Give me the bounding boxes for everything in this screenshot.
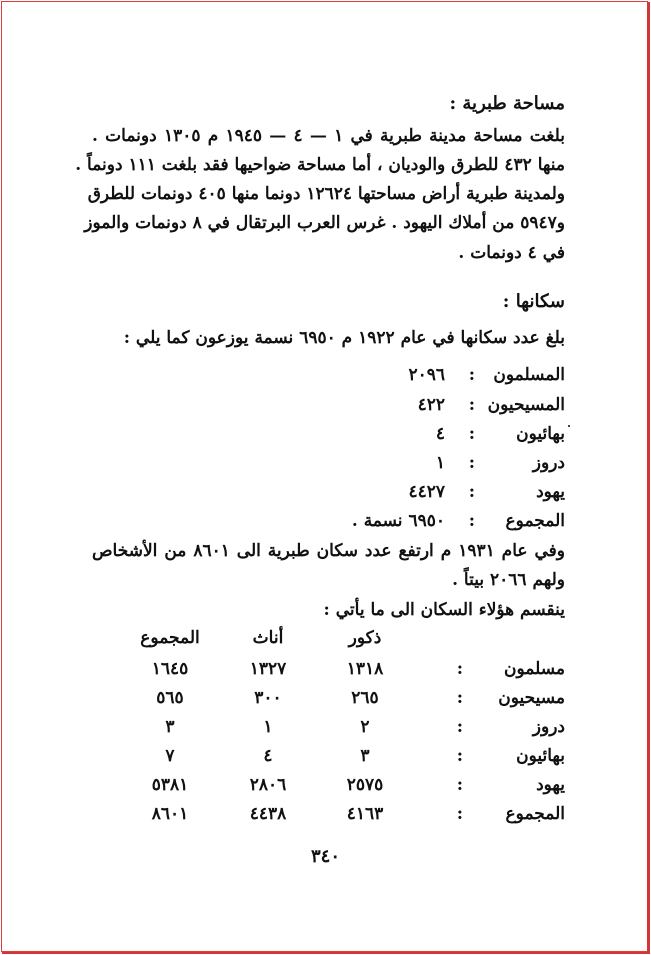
row-label: دروز bbox=[532, 717, 565, 737]
area-line-1: بلغت مساحة مدينة طبرية في ١ — ٤ — ١٩٤٥ م ١٣٠٥ دونمات . bbox=[92, 126, 565, 146]
para-1931-line-1: وفي عام ١٩٣١ م ارتفع عدد سكان طبرية الى ٨٦٠١ من الأشخاص bbox=[92, 541, 565, 561]
population-intro: بلغ عدد سكانها في عام ١٩٢٢ م ٦٩٥٠ نسمة يوزعون كما يلي : bbox=[123, 328, 565, 348]
cell-female: ٤٤٣٨ bbox=[249, 804, 287, 824]
list-value: ٤٢٢ bbox=[417, 395, 445, 415]
cell-female: ٣٠٠ bbox=[254, 688, 282, 708]
cell-total: ٧ bbox=[165, 746, 175, 766]
list-separator: : bbox=[468, 365, 475, 385]
table-row-total bbox=[90, 804, 565, 828]
para-1931-line-2: ولهم ٢٠٦٦ بيتاً . bbox=[452, 570, 565, 590]
cell-female: ١ bbox=[263, 717, 273, 737]
list-label: المجموع bbox=[505, 511, 565, 531]
cell-male: ٤١٦٣ bbox=[346, 804, 384, 824]
header-female: أناث bbox=[252, 628, 284, 648]
list-value: ١ bbox=[435, 453, 445, 473]
list-value: ٤ bbox=[435, 424, 445, 444]
list-label: بهائيون bbox=[516, 424, 565, 444]
header-total: المجموع bbox=[140, 628, 200, 648]
row-separator: : bbox=[456, 688, 463, 708]
table-header-row bbox=[90, 628, 565, 652]
row-label: مسيحيون bbox=[498, 688, 565, 708]
list-separator: : bbox=[468, 424, 475, 444]
table-row bbox=[90, 746, 565, 770]
list-value: ٦٩٥٠ نسمة . bbox=[351, 511, 445, 531]
list-label: المسيحيون bbox=[487, 395, 565, 415]
area-line-2: منها ٤٣٢ للطرق والوديان ، أما مساحة ضواحيها فقد بلغت ١١١ دونماً . bbox=[75, 155, 565, 175]
row-separator: : bbox=[456, 804, 463, 824]
row-label: بهائيون bbox=[516, 746, 565, 766]
cell-male: ١٣١٨ bbox=[346, 659, 384, 679]
row-separator: : bbox=[456, 659, 463, 679]
area-line-3: ولمدينة طبرية أراض مساحتها ١٢٦٢٤ دونما منها ٤٠٥ دونمات للطرق bbox=[87, 184, 565, 204]
row-separator: : bbox=[456, 717, 463, 737]
table-row bbox=[90, 659, 565, 683]
population-heading: سكانها : bbox=[502, 291, 565, 312]
cell-male: ٣ bbox=[360, 746, 370, 766]
list-label: دروز bbox=[532, 453, 565, 473]
table-row bbox=[90, 688, 565, 712]
area-line-5: في ٤ دونمات . bbox=[458, 243, 565, 263]
cell-total: ٥٣٨١ bbox=[151, 775, 189, 795]
row-separator: : bbox=[456, 746, 463, 766]
row-label: المجموع bbox=[505, 804, 565, 824]
list-value: ٤٤٢٧ bbox=[408, 482, 445, 502]
table-intro: ينقسم هؤلاء السكان الى ما يأتي : bbox=[323, 600, 565, 620]
row-label: يهود bbox=[536, 775, 565, 795]
table-row bbox=[90, 717, 565, 741]
area-line-4: و٥٩٤٧ من أملاك اليهود . غرس العرب البرتقال في ٨ دونمات والموز bbox=[84, 213, 565, 233]
list-separator: : bbox=[468, 453, 475, 473]
table-row bbox=[90, 775, 565, 799]
page-number: ٣٤٠ bbox=[310, 846, 340, 867]
scan-speck bbox=[568, 425, 570, 427]
cell-total: ٥٦٥ bbox=[156, 688, 184, 708]
list-label: المسلمون bbox=[493, 365, 565, 385]
list-label: يهود bbox=[536, 482, 565, 502]
list-separator: : bbox=[468, 511, 475, 531]
cell-total: ٣ bbox=[165, 717, 175, 737]
header-male: ذكور bbox=[348, 628, 382, 648]
cell-total: ١٦٤٥ bbox=[151, 659, 189, 679]
cell-female: ١٣٢٧ bbox=[249, 659, 287, 679]
list-value: ٢٠٩٦ bbox=[408, 365, 445, 385]
cell-female: ٢٨٠٦ bbox=[249, 775, 287, 795]
list-separator: : bbox=[468, 482, 475, 502]
row-label: مسلمون bbox=[504, 659, 565, 679]
cell-female: ٤ bbox=[263, 746, 273, 766]
cell-total: ٨٦٠١ bbox=[151, 804, 189, 824]
row-separator: : bbox=[456, 775, 463, 795]
cell-male: ٢٥٧٥ bbox=[346, 775, 384, 795]
cell-male: ٢٦٥ bbox=[351, 688, 379, 708]
list-separator: : bbox=[468, 395, 475, 415]
area-heading: مساحة طبرية : bbox=[449, 93, 565, 114]
cell-male: ٢ bbox=[360, 717, 370, 737]
